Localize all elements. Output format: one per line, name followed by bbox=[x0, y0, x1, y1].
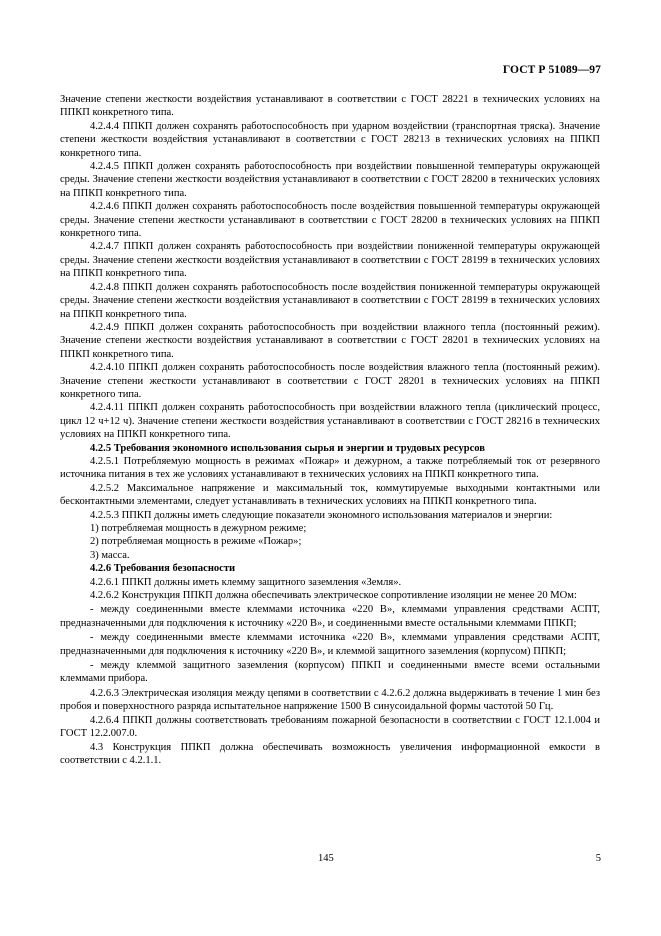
paragraph: 2) потребляемая мощность в режиме «Пожар»; bbox=[90, 536, 302, 548]
paragraph: 4.2.4.5 ППКП должен сохранять работоспособность при воздействии повышенной температуры окружающей среды. Значение степени жесткости воздействия устанавливают в соответствии с ГОСТ 28200 в технических условиях на ППКП конкретного типа. bbox=[60, 161, 600, 199]
paragraph: 3) масса. bbox=[90, 549, 130, 561]
paragraph: 4.2.5.3 ППКП должны иметь следующие показатели экономного использования материалов и энергии: bbox=[90, 509, 553, 521]
paragraph: 4.2.4.11 ППКП должен сохранять работоспособность при воздействии влажного тепла (циклический процесс, цикл 12 ч+12 ч). Значение степени жесткости воздействия устанавливают в соответствии с ГОСТ 28216 в технических условиях на ППКП конкретного типа. bbox=[60, 402, 600, 441]
paragraph: - между соединенными вместе клеммами источника «220 В», клеммами управления средствами АСПТ, предназначенными для подключения к источнику «220 В», и клеммой защитного заземления (корпусом) ППКП; bbox=[60, 632, 600, 657]
paragraph: 4.3 Конструкция ППКП должна обеспечивать возможность увеличения информационной емкости в соответствии с 4.2.1.1. bbox=[60, 741, 600, 766]
paragraph: 4.2.4.9 ППКП должен сохранять работоспособность при воздействии влажного тепла (постоянный режим). Значение степени жесткости воздействия устанавливают в соответствии с ГОСТ 28201 в технических условиях на ППКП конкретного типа. bbox=[60, 321, 600, 360]
page-number: 145 bbox=[318, 853, 334, 864]
section-heading: 4.2.6 Требования безопасности bbox=[90, 563, 236, 575]
paragraph: 4.2.6.4 ППКП должны соответствовать требованиям пожарной безопасности в соответствии с ГОСТ 12.1.004 и ГОСТ 12.2.007.0. bbox=[60, 714, 600, 740]
paragraph: 4.2.4.6 ППКП должен сохранять работоспособность после воздействия повышенной температуры окружающей среды. Значение степени жесткости устанавливают в соответствии с ГОСТ 28200 в технических условиях на ППКП конкретного типа. bbox=[60, 201, 600, 240]
section-heading: 4.2.5 Требования экономного использования сырья и энергии и трудовых ресурсов bbox=[90, 442, 485, 454]
paragraph: 4.2.4.10 ППКП должен сохранять работоспособность после воздействия влажного тепла (постоянный режим). Значение степени жесткости устанавливают в соответствии с ГОСТ 28201 в технических условиях на ППКП конкретного типа. bbox=[60, 362, 600, 400]
paragraph: 4.2.5.2 Максимальное напряжение и максимальный ток, коммутируемые выходными контактными или бесконтактными элементами, следует устанавливать в технических условиях на ППКП конкретного типа. bbox=[60, 482, 600, 508]
document-body bbox=[60, 93, 600, 767]
document-header-code: ГОСТ Р 51089—97 bbox=[502, 64, 601, 76]
paragraph: 1) потребляемая мощность в дежурном режиме; bbox=[90, 523, 307, 534]
paragraph: 4.2.4.7 ППКП должен сохранять работоспособность при воздействии пониженной температуры окружающей среды. Значение степени жесткости воздействия устанавливают в соответствии с ГОСТ 28199 в технических условиях на ППКП конкретного типа. bbox=[60, 241, 600, 280]
paragraph: Значение степени жесткости воздействия устанавливают в соответствии с ГОСТ 28221 в технических условиях на ППКП конкретного типа. bbox=[60, 94, 600, 119]
paragraph: 4.2.6.2 Конструкция ППКП должна обеспечивать электрическое сопротивление изоляции не менее 20 МОм: bbox=[90, 590, 577, 602]
paragraph: 4.2.4.4 ППКП должен сохранять работоспособность при ударном воздействии (транспортная тряска). Значение степени жесткости воздействия устанавливают в соответствии с ГОСТ 28213 в технических условиях на ППКП конкретного типа. bbox=[60, 120, 600, 159]
sheet-number: 5 bbox=[595, 853, 601, 864]
paragraph: - между соединенными вместе клеммами источника «220 В», клеммами управления средствами АСПТ, предназначенными для подключения к источнику «220 В», и соединенными вместе остальными клеммами ППКП; bbox=[60, 604, 600, 629]
paragraph: 4.2.6.3 Электрическая изоляция между цепями в соответствии с 4.2.6.2 должна выдерживать в течение 1 мин без пробоя и поверхностного разряда испытательное напряжение 1500 В синусоидальной формы частотой 50 Гц. bbox=[60, 687, 600, 713]
paragraph: 4.2.5.1 Потребляемую мощность в режимах «Пожар» и дежурном, а также потребляемый ток от резервного источника питания в тех же условиях устанавливают в технических условиях на ППКП конкретного типа. bbox=[60, 455, 600, 481]
paragraph: - между клеммой защитного заземления (корпусом) ППКП и соединенными вместе всеми остальными клеммами прибора. bbox=[60, 660, 600, 685]
paragraph: 4.2.4.8 ППКП должен сохранять работоспособность после воздействия пониженной температуры окружающей среды. Значение степени жесткости воздействия устанавливают в соответствии с ГОСТ 28199 в технических условиях на ППКП конкретного типа. bbox=[60, 281, 600, 320]
paragraph: 4.2.6.1 ППКП должны иметь клемму защитного заземления «Земля». bbox=[90, 576, 402, 588]
